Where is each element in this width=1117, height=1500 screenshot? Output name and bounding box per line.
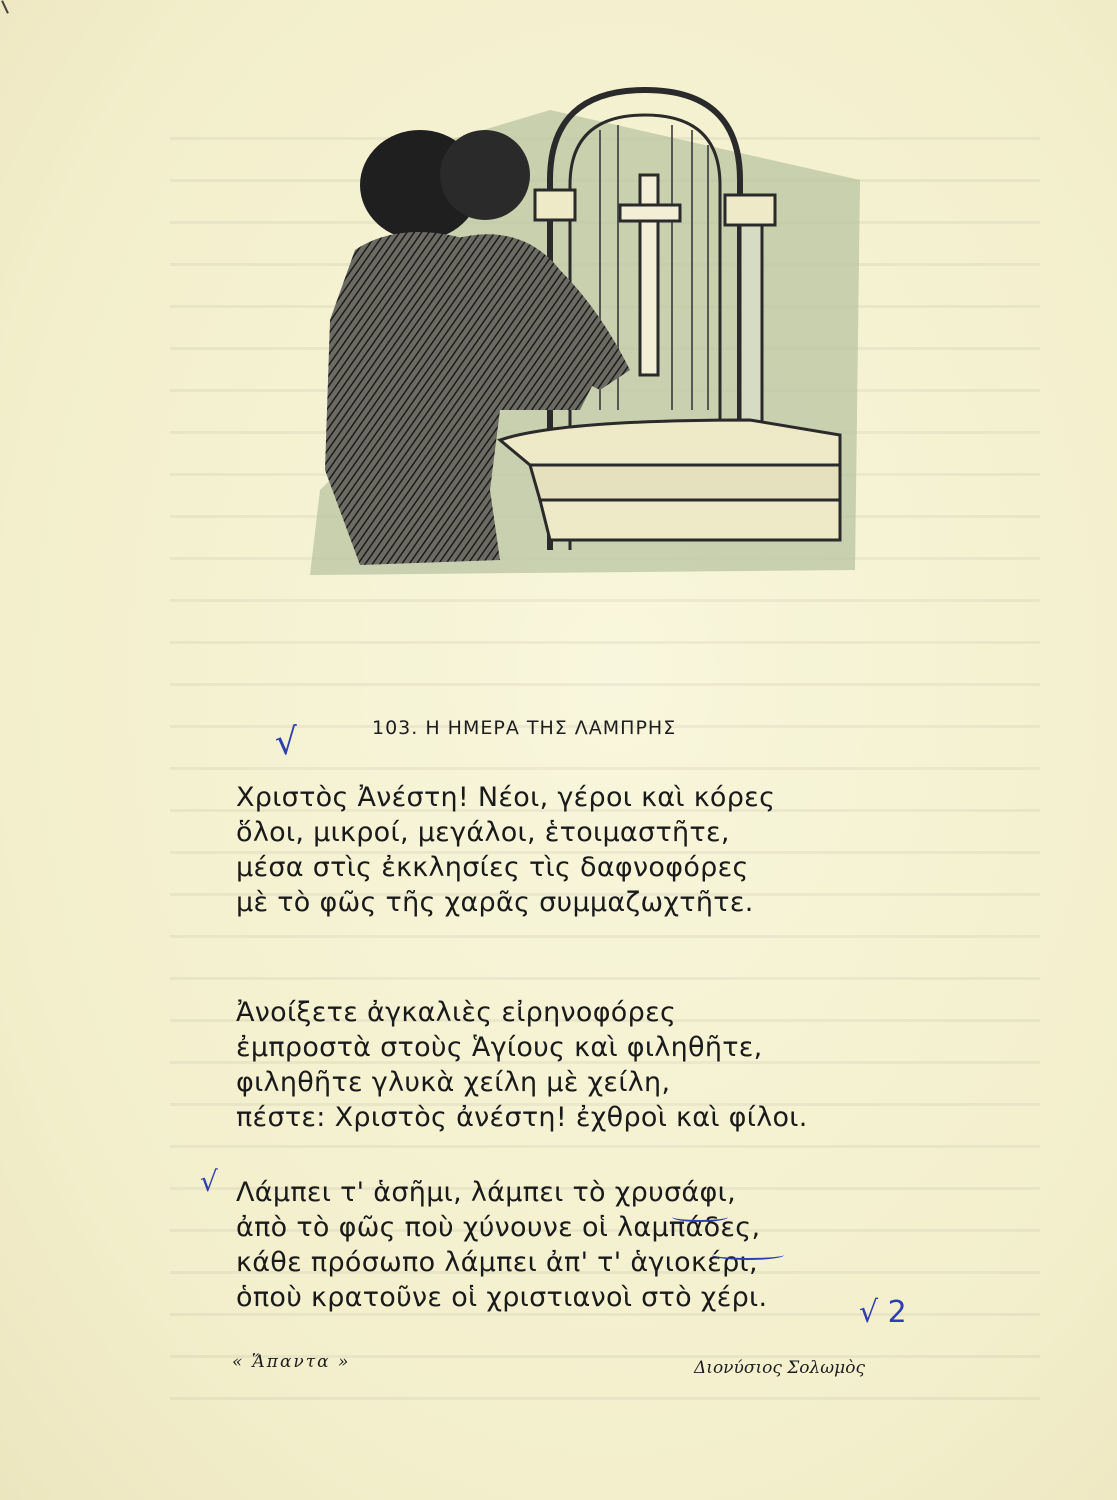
handwritten-check-mark: √ — [200, 1165, 218, 1198]
poem-line: κάθε πρόσωπο λάμπει ἀπ' τ' ἁγιοκέρι, — [236, 1247, 758, 1278]
poem-line: Χριστὸς Ἀνέστη! Νέοι, γέροι καὶ κόρες — [236, 782, 776, 813]
poem-line: πέστε: Χριστὸς ἀνέστη! ἐχθροὶ καὶ φίλοι. — [236, 1102, 808, 1133]
stanza-1 — [236, 780, 775, 920]
handwritten-check-mark: √ 2 — [859, 1295, 907, 1330]
poem-title: 103. Η ΗΜΕΡΑ ΤΗΣ ΛΑΜΠΡΗΣ — [372, 717, 677, 739]
author-name: Διονύσιος Σολωμὸς — [694, 1358, 865, 1378]
poem-line: ὅλοι, μικροί, μεγάλοι, ἑτοιμαστῆτε, — [236, 817, 730, 848]
easter-illustration — [300, 70, 870, 580]
poem-line: φιληθῆτε γλυκὰ χείλη μὲ χείλη, — [236, 1067, 671, 1098]
handwritten-check-mark: √ — [273, 721, 300, 764]
poem-line: μὲ τὸ φῶς τῆς χαρᾶς συμμαζωχτῆτε. — [236, 887, 754, 918]
handwritten-underline — [672, 1212, 728, 1222]
poem-line: ἀπὸ τὸ φῶς ποὺ χύνουνε οἱ λαμπάδες, — [236, 1212, 761, 1243]
poem-line: μέσα στὶς ἐκκλησίες τὶς δαφνοφόρες — [236, 852, 749, 883]
poem-line: Λάμπει τ' ἁσῆμι, λάμπει τὸ χρυσάφι, — [236, 1177, 736, 1208]
handwritten-underline — [712, 1250, 784, 1260]
poem-line: Ἀνοίξετε ἀγκαλιὲς εἰρηνοφόρες — [236, 997, 677, 1028]
stanza-2 — [236, 995, 808, 1135]
source-title: « Ἅπαντα » — [232, 1352, 351, 1372]
corner-mark — [1, 0, 9, 14]
poem-line: ὁποὺ κρατοῦνε οἱ χριστιανοὶ στὸ χέρι. — [236, 1282, 768, 1313]
stanza-3 — [236, 1175, 767, 1315]
poem-line: ἐμπροστὰ στοὺς Ἁγίους καὶ φιληθῆτε, — [236, 1032, 763, 1063]
